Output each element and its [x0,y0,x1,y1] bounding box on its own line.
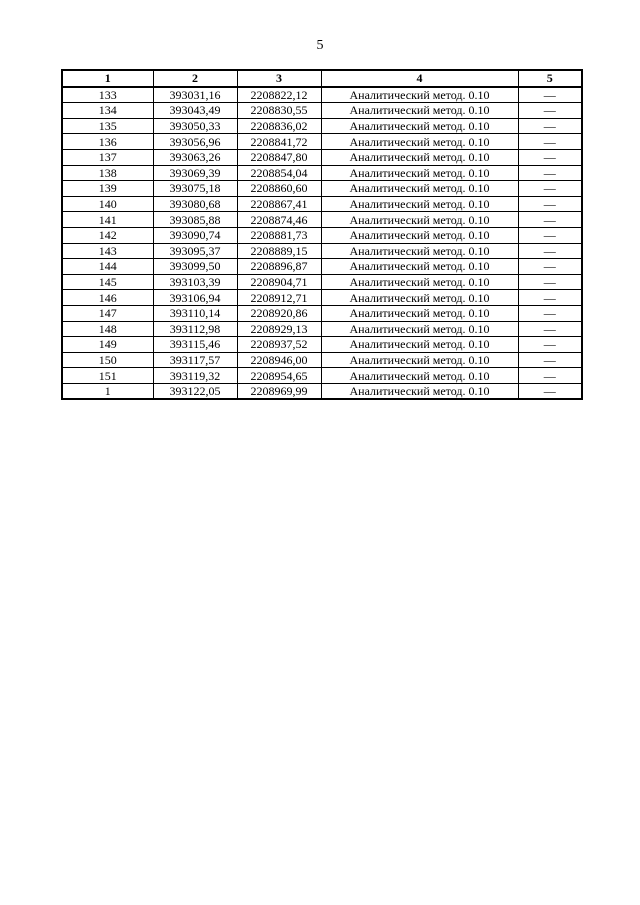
header-cell-3: 3 [237,70,321,87]
point-number-cell: 144 [62,259,153,275]
method-cell: Аналитический метод. 0.10 [321,212,518,228]
y-coordinate-cell: 2208904,71 [237,274,321,290]
x-coordinate-cell: 393117,57 [153,352,237,368]
x-coordinate-cell: 393110,14 [153,305,237,321]
note-cell: — [518,118,582,134]
note-cell: — [518,290,582,306]
method-cell: Аналитический метод. 0.10 [321,149,518,165]
table-row [62,212,582,228]
point-number-cell: 150 [62,352,153,368]
y-coordinate-cell: 2208830,55 [237,103,321,119]
note-cell: — [518,227,582,243]
header-cell-2: 2 [153,70,237,87]
point-number-cell: 133 [62,87,153,103]
note-cell: — [518,305,582,321]
method-cell: Аналитический метод. 0.10 [321,368,518,384]
method-cell: Аналитический метод. 0.10 [321,243,518,259]
y-coordinate-cell: 2208920,86 [237,305,321,321]
note-cell: — [518,181,582,197]
method-cell: Аналитический метод. 0.10 [321,227,518,243]
x-coordinate-cell: 393043,49 [153,103,237,119]
y-coordinate-cell: 2208854,04 [237,165,321,181]
table-row [62,87,582,103]
table-row [62,290,582,306]
table-header [62,70,582,87]
x-coordinate-cell: 393056,96 [153,134,237,150]
table-row [62,305,582,321]
point-number-cell: 148 [62,321,153,337]
table-row [62,103,582,119]
y-coordinate-cell: 2208912,71 [237,290,321,306]
point-number-cell: 140 [62,196,153,212]
point-number-cell: 135 [62,118,153,134]
y-coordinate-cell: 2208929,13 [237,321,321,337]
method-cell: Аналитический метод. 0.10 [321,181,518,197]
x-coordinate-cell: 393112,98 [153,321,237,337]
point-number-cell: 134 [62,103,153,119]
method-cell: Аналитический метод. 0.10 [321,274,518,290]
table-row [62,321,582,337]
table-row [62,134,582,150]
table-row [62,259,582,275]
note-cell: — [518,149,582,165]
header-row [62,70,582,87]
point-number-cell: 149 [62,337,153,353]
note-cell: — [518,196,582,212]
x-coordinate-cell: 393103,39 [153,274,237,290]
method-cell: Аналитический метод. 0.10 [321,259,518,275]
y-coordinate-cell: 2208969,99 [237,383,321,399]
header-cell-1: 1 [62,70,153,87]
method-cell: Аналитический метод. 0.10 [321,337,518,353]
note-cell: — [518,368,582,384]
point-number-cell: 141 [62,212,153,228]
x-coordinate-cell: 393095,37 [153,243,237,259]
note-cell: — [518,274,582,290]
note-cell: — [518,134,582,150]
x-coordinate-cell: 393122,05 [153,383,237,399]
x-coordinate-cell: 393075,18 [153,181,237,197]
method-cell: Аналитический метод. 0.10 [321,321,518,337]
coordinates-table [61,69,583,400]
method-cell: Аналитический метод. 0.10 [321,290,518,306]
note-cell: — [518,212,582,228]
table-body [62,87,582,400]
x-coordinate-cell: 393050,33 [153,118,237,134]
x-coordinate-cell: 393119,32 [153,368,237,384]
y-coordinate-cell: 2208822,12 [237,87,321,103]
method-cell: Аналитический метод. 0.10 [321,383,518,399]
point-number-cell: 139 [62,181,153,197]
y-coordinate-cell: 2208937,52 [237,337,321,353]
note-cell: — [518,337,582,353]
header-cell-4: 4 [321,70,518,87]
x-coordinate-cell: 393031,16 [153,87,237,103]
y-coordinate-cell: 2208867,41 [237,196,321,212]
point-number-cell: 145 [62,274,153,290]
x-coordinate-cell: 393080,68 [153,196,237,212]
table-row [62,181,582,197]
note-cell: — [518,259,582,275]
y-coordinate-cell: 2208881,73 [237,227,321,243]
point-number-cell: 142 [62,227,153,243]
note-cell: — [518,103,582,119]
x-coordinate-cell: 393069,39 [153,165,237,181]
point-number-cell: 146 [62,290,153,306]
table-row [62,165,582,181]
table-row [62,352,582,368]
table-row [62,383,582,399]
table-row [62,274,582,290]
y-coordinate-cell: 2208841,72 [237,134,321,150]
method-cell: Аналитический метод. 0.10 [321,134,518,150]
point-number-cell: 1 [62,383,153,399]
point-number-cell: 147 [62,305,153,321]
note-cell: — [518,352,582,368]
y-coordinate-cell: 2208874,46 [237,212,321,228]
y-coordinate-cell: 2208860,60 [237,181,321,197]
header-cell-5: 5 [518,70,582,87]
y-coordinate-cell: 2208836,02 [237,118,321,134]
y-coordinate-cell: 2208896,87 [237,259,321,275]
point-number-cell: 137 [62,149,153,165]
note-cell: — [518,87,582,103]
x-coordinate-cell: 393085,88 [153,212,237,228]
method-cell: Аналитический метод. 0.10 [321,103,518,119]
table-row [62,337,582,353]
x-coordinate-cell: 393106,94 [153,290,237,306]
note-cell: — [518,321,582,337]
y-coordinate-cell: 2208889,15 [237,243,321,259]
x-coordinate-cell: 393090,74 [153,227,237,243]
note-cell: — [518,165,582,181]
method-cell: Аналитический метод. 0.10 [321,305,518,321]
point-number-cell: 151 [62,368,153,384]
page-number: 5 [316,38,324,53]
method-cell: Аналитический метод. 0.10 [321,118,518,134]
method-cell: Аналитический метод. 0.10 [321,196,518,212]
table-row [62,118,582,134]
table-row [62,243,582,259]
method-cell: Аналитический метод. 0.10 [321,352,518,368]
point-number-cell: 136 [62,134,153,150]
table-row [62,227,582,243]
table-row [62,149,582,165]
y-coordinate-cell: 2208954,65 [237,368,321,384]
x-coordinate-cell: 393115,46 [153,337,237,353]
method-cell: Аналитический метод. 0.10 [321,87,518,103]
y-coordinate-cell: 2208946,00 [237,352,321,368]
table-row [62,368,582,384]
note-cell: — [518,243,582,259]
table-row [62,196,582,212]
x-coordinate-cell: 393063,26 [153,149,237,165]
method-cell: Аналитический метод. 0.10 [321,165,518,181]
point-number-cell: 138 [62,165,153,181]
note-cell: — [518,383,582,399]
x-coordinate-cell: 393099,50 [153,259,237,275]
y-coordinate-cell: 2208847,80 [237,149,321,165]
point-number-cell: 143 [62,243,153,259]
